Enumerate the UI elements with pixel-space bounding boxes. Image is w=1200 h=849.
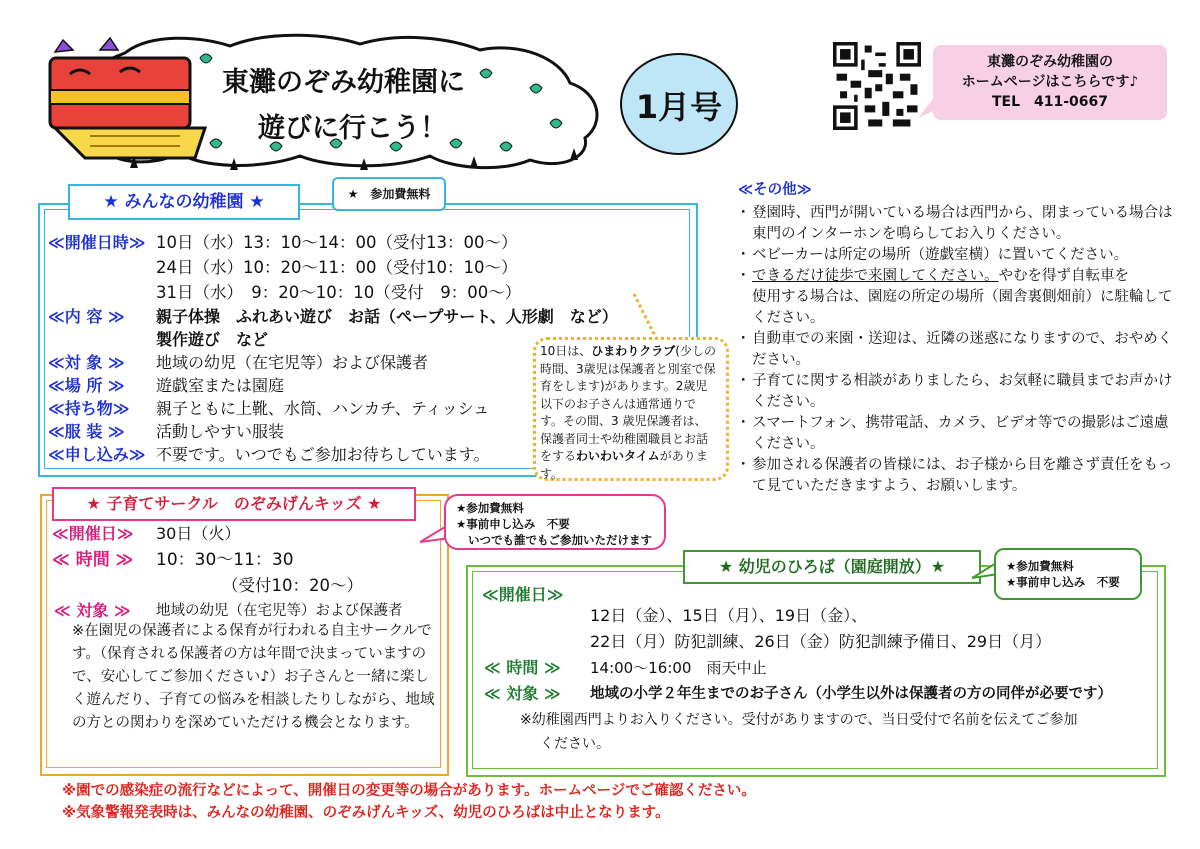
sec1-date-label: ≪開催日時≫	[48, 233, 146, 252]
sec1-date-3: 31日（水） 9：20～10：10（受付 9：00～）	[156, 283, 522, 302]
hiroba-note-1: ★参加費無料	[1006, 559, 1074, 573]
bubble-text-a: 10日は、	[540, 344, 592, 358]
qr-code-icon[interactable]	[833, 42, 921, 130]
sec3-dates-1: 12日（金）、15日（月）、19日（金）、	[590, 606, 868, 625]
walk-underlined: できるだけ徒歩で来園してください。	[752, 268, 999, 284]
issue-label: 1月号	[635, 88, 723, 126]
hp-tel: TEL 411-0667	[991, 94, 1109, 110]
other-item: ・ ベビーカーは所定の場所（遊戯室横）に置いてください。	[738, 245, 1178, 266]
sec1-clothes-label: ≪服 装 ≫	[48, 422, 125, 441]
footer-line-2: ※気象警報発表時は、みんなの幼稚園、のぞみげんキッズ、幼児のひろばは中止となります。	[62, 805, 670, 821]
sec1-target: 地域の幼児（在宅児等）および保護者	[156, 353, 429, 372]
hiroba-section-title: ★ 幼児のひろば（園庭開放）★	[683, 550, 981, 584]
sec1-content-2: 製作遊び など	[156, 330, 269, 349]
sec2-target-label: ≪ 対象 ≫	[54, 601, 131, 620]
sec3-time: 14:00～16:00 雨天中止	[590, 659, 767, 677]
himawari-note-text	[540, 343, 718, 483]
footer-line-1: ※園での感染症の流行などによって、開催日の変更等の場合があります。ホームページでご確認ください。	[62, 783, 756, 799]
sec1-clothes: 活動しやすい服装	[156, 422, 285, 441]
title-line-1: 東灘のぞみ幼稚園に	[222, 67, 465, 98]
other-item: ・ 自動車での来園・送迎は、近隣の迷惑になりますので、おやめください。	[738, 329, 1178, 371]
sec3-date-label: ≪開催日≫	[482, 585, 564, 604]
sec1-items: 親子ともに上靴、水筒、ハンカチ、ティッシュ	[156, 399, 490, 418]
bubble-text-e: があります。	[540, 449, 708, 481]
hiroba-note-2: ★事前申し込み 不要	[1006, 575, 1120, 589]
homepage-info-text	[938, 52, 1162, 112]
kids-note-3: いつでも誰でもご参加いただけます	[468, 533, 652, 547]
sec1-date-2: 24日（水）10：20～11：00（受付10：10～）	[156, 258, 518, 277]
sec2-reception: （受付10：20～）	[222, 576, 363, 595]
other-notes	[738, 180, 1178, 497]
sec1-items-label: ≪持ち物≫	[48, 399, 130, 418]
sec2-target: 地域の幼児（在宅児等）および保護者	[156, 603, 403, 619]
hp-line-2: ホームページはこちらです♪	[961, 74, 1139, 90]
other-item: ・ スマートフォン、携帯電話、カメラ、ビデオ等での撮影はご遠慮ください。	[738, 413, 1178, 455]
sec2-date: 30日（火）	[156, 524, 241, 543]
kids-description: ※在園児の保護者による保育が行われる自主サークルです。（保育される保護者の方は年間で決まっていますので、安心してご参加ください♪）お子さんと一緒に楽しく遊んだり、子育ての悩みを相談したりしながら、地域の方との関わりを深めていただける機会となります。	[72, 623, 435, 731]
sec3-note-a: ※幼稚園西門よりお入りください。受付がありますので、当日受付で名前を伝えてご参加	[520, 712, 1078, 728]
sec2-time: 10：30～11：30	[156, 550, 294, 570]
sec2-time-label: ≪ 時間 ≫	[52, 550, 134, 570]
sec1-place-label: ≪場 所 ≫	[48, 376, 125, 395]
waiwai-time-label: わいわいタイム	[576, 449, 660, 463]
minna-section-title: ★ みんなの幼稚園 ★	[68, 184, 300, 220]
walk-rest: やむを得ず自転車を	[998, 268, 1129, 284]
other-item-walk	[738, 266, 1178, 329]
sec3-note-b: ください。	[540, 736, 610, 752]
sec2-date-label: ≪開催日≫	[52, 524, 134, 543]
sec3-target: 地域の小学２年生までのお子さん（小学生以外は保護者の方の同伴が必要です）	[590, 686, 1112, 702]
kids-section-title: ★ 子育てサークル のぞみげんキッズ ★	[52, 487, 416, 521]
title-line-2: 遊びに行こう！	[258, 113, 447, 144]
walk-cont: 使用する場合は、園庭の所定の場所（園舎裏側畑前）に駐輪してください。	[752, 289, 1173, 326]
hiroba-note	[994, 548, 1142, 600]
sec3-time-label: ≪ 時間 ≫	[484, 658, 561, 677]
footer-notes	[62, 780, 756, 824]
sec1-apply-label: ≪申し込み≫	[48, 445, 146, 464]
sec1-apply: 不要です。いつでもご参加お待ちしています。	[156, 445, 490, 464]
other-item: ・ 参加される保護者の皆様には、お子様から目を離さず責任をもって見ていただきますよう、お願いします。	[738, 455, 1178, 497]
sec1-content-label: ≪内 容 ≫	[48, 307, 125, 326]
bubble-text-c: (少しの時間、3歳児は保護者と別室で保育をします)があります。2歳児以下のお子さんは通常通りです。その間、3 歳児保護者は、保護者同士や幼稚園職員とお話をする	[540, 344, 716, 463]
sec1-target-label: ≪対 象 ≫	[48, 353, 125, 372]
other-heading: ≪その他≫	[738, 182, 812, 198]
page-title	[222, 60, 465, 152]
hp-line-1: 東灘のぞみ幼稚園の	[987, 54, 1113, 70]
kids-note-2: ★事前申し込み 不要	[456, 517, 570, 531]
sec3-target-label: ≪ 対象 ≫	[484, 684, 561, 703]
himawari-club-label: ひまわりクラブ	[591, 344, 676, 358]
kids-note-1: ★参加費無料	[456, 501, 524, 515]
sec3-dates-2: 22日（月）防犯訓練、26日（金）防犯訓練予備日、29日（月）	[590, 632, 1052, 651]
other-item: ・ 子育てに関する相談がありましたら、お気軽に職員までお声かけください。	[738, 371, 1178, 413]
sec1-place: 遊戯室または園庭	[156, 376, 285, 395]
sec1-date-1: 10日（水）13：10～14：00（受付13：00～）	[156, 233, 518, 252]
sec1-content-1: 親子体操 ふれあい遊び お話（ペープサート、人形劇 など）	[156, 307, 618, 326]
minna-fee-note: ★ 参加費無料	[332, 177, 446, 211]
callout-tail	[918, 90, 940, 120]
kids-note	[444, 494, 666, 550]
other-item: ・ 登園時、西門が開いている場合は西門から、閉まっている場合は東門のインターホンを鳴らしてお入りください。	[738, 203, 1178, 245]
